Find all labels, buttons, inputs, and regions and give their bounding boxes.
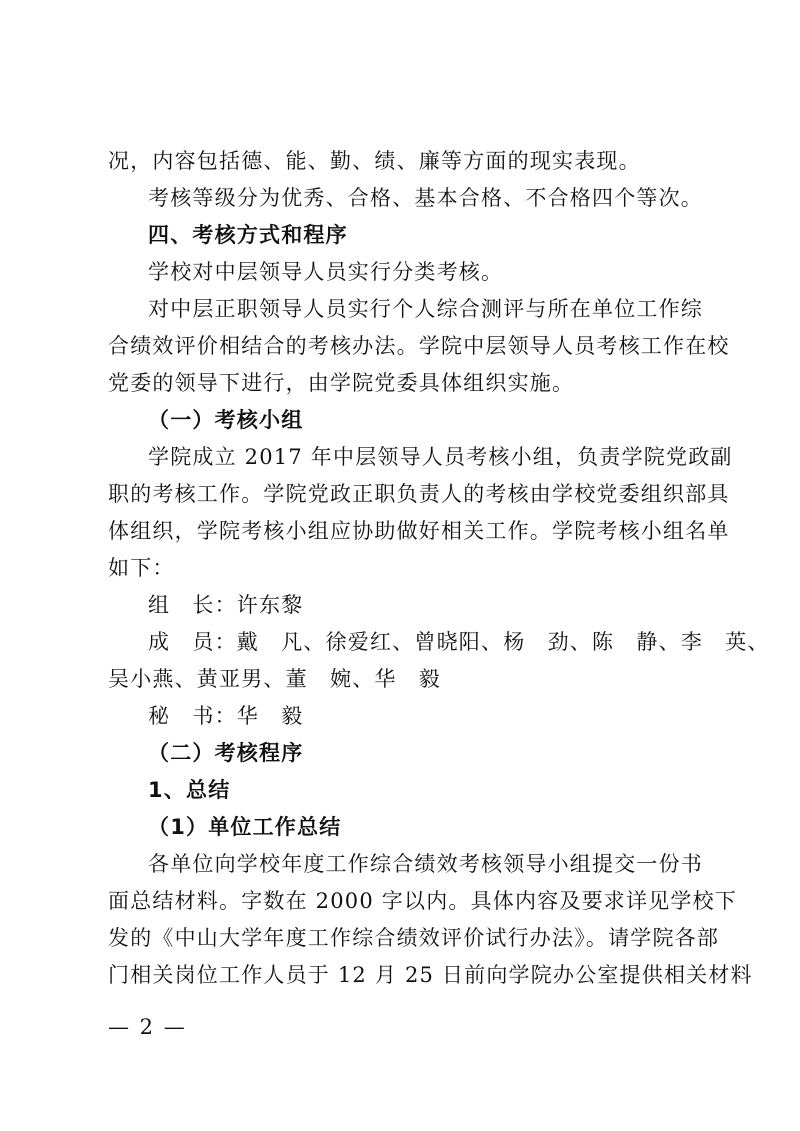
paragraph-line: 学院成立 2017 年中层领导人员考核小组，负责学院党政副 bbox=[148, 445, 733, 469]
paragraph-line: 考核等级分为优秀、合格、基本合格、不合格四个等次。 bbox=[148, 186, 703, 210]
paragraph-line: 况，内容包括德、能、勤、绩、廉等方面的现实表现。 bbox=[108, 149, 641, 173]
member-line: 吴小燕、黄亚男、董 婉、华 毅 bbox=[108, 667, 441, 691]
member-line: 成 员：戴 凡、徐爱红、曾晓阳、杨 劲、陈 静、李 英、 bbox=[148, 630, 770, 654]
subsection-heading: （一）考核小组 bbox=[148, 408, 304, 432]
paragraph-line: 如下： bbox=[108, 556, 175, 580]
paragraph-line: 职的考核工作。学院党政正职负责人的考核由学校党委组织部具 bbox=[108, 482, 730, 506]
subsection-heading: （二）考核程序 bbox=[148, 741, 304, 765]
paragraph-line: 各单位向学校年度工作综合绩效考核领导小组提交一份书 bbox=[148, 852, 703, 876]
paragraph-line: 门相关岗位工作人员于 12 月 25 日前向学院办公室提供相关材料 bbox=[108, 963, 753, 987]
paragraph-line: 发的《中山大学年度工作综合绩效评价试行办法》。请学院各部 bbox=[108, 926, 720, 950]
item-heading: （1）单位工作总结 bbox=[148, 815, 342, 839]
item-heading: 1、总结 bbox=[148, 778, 231, 802]
member-line: 组 长：许东黎 bbox=[148, 593, 304, 617]
paragraph-line: 面总结材料。字数在 2000 字以内。具体内容及要求详见学校下 bbox=[108, 889, 737, 913]
paragraph-line: 合绩效评价相结合的考核办法。学院中层领导人员考核工作在校 bbox=[108, 334, 730, 358]
paragraph-line: 党委的领导下进行，由学院党委具体组织实施。 bbox=[108, 371, 575, 395]
section-heading: 四、考核方式和程序 bbox=[148, 223, 348, 247]
paragraph-line: 体组织，学院考核小组应协助做好相关工作。学院考核小组名单 bbox=[108, 519, 730, 543]
paragraph-line: 对中层正职领导人员实行个人综合测评与所在单位工作综 bbox=[148, 297, 703, 321]
member-line: 秘 书：华 毅 bbox=[148, 704, 304, 728]
page-number: — 2 — bbox=[108, 1015, 187, 1039]
paragraph-line: 学校对中层领导人员实行分类考核。 bbox=[148, 260, 504, 284]
